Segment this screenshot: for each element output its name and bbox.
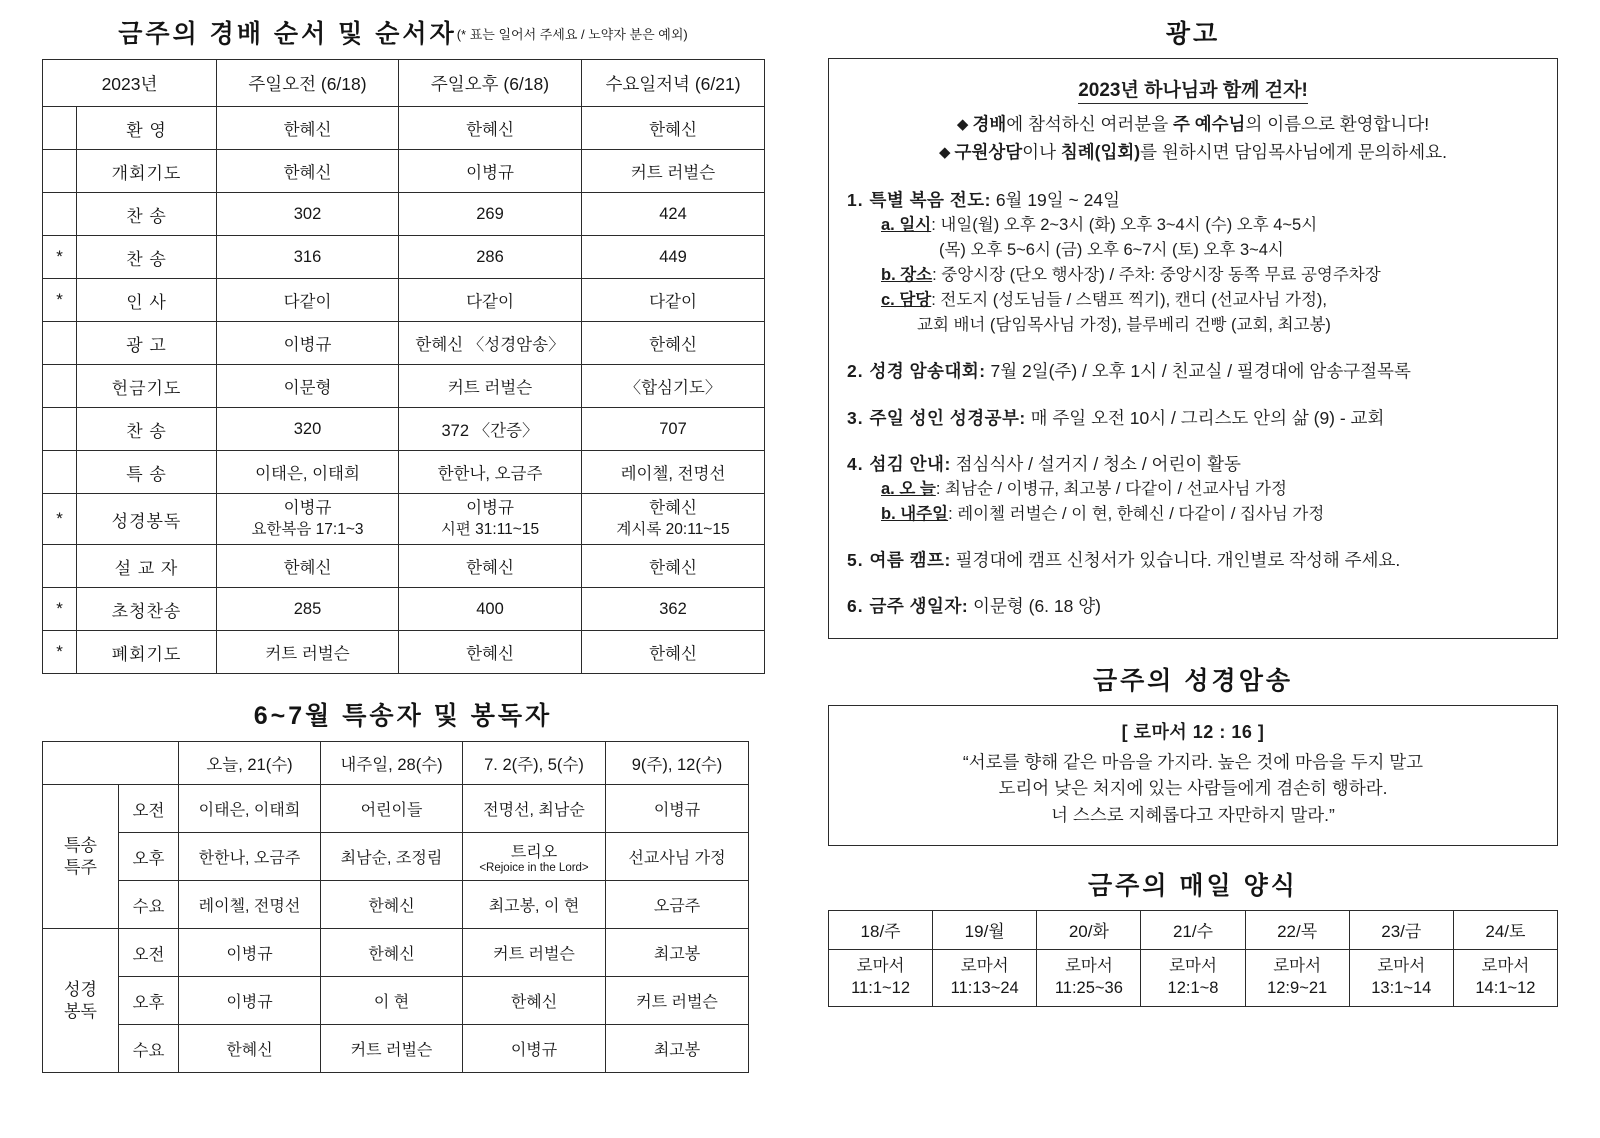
special-cell: 이병규 xyxy=(179,929,321,977)
announcement-item-number: 3. xyxy=(847,407,870,428)
daily-bread-book: 로마서 xyxy=(1169,957,1217,976)
worship-item-label: 설 교 자 xyxy=(77,545,217,588)
worship-standing-marker xyxy=(43,545,77,588)
announcement-item-text: 매 주일 오전 10시 / 그리스도 안의 삶 (9) - 교회 xyxy=(1025,407,1385,428)
worship-cell-wednesday: 707 xyxy=(582,408,765,451)
announcement-subitem-continuation: 교회 배너 (담임목사님 가정), 블루베리 건빵 (교회, 최고봉) xyxy=(917,316,1331,335)
left-column xyxy=(42,14,764,1073)
announcement-item-head xyxy=(847,593,1539,619)
announcement-item-number: 5. xyxy=(847,550,870,571)
announcement-item-head xyxy=(847,451,1539,477)
table-row xyxy=(43,833,749,881)
worship-item-label: 찬 송 xyxy=(77,408,217,451)
announcement-item-number: 4. xyxy=(847,453,870,474)
announcement-subitem-label: a. 오 늘 xyxy=(881,480,936,499)
bullet1-bold2: 주 예수님 xyxy=(1172,114,1246,134)
special-cell-subtitle: <Rejoice in the Lord> xyxy=(479,862,589,875)
table-header-row xyxy=(43,60,765,107)
special-cell: 전명선, 최남순 xyxy=(463,785,606,833)
daily-bread-title: 금주의 매일 양식 xyxy=(1088,871,1298,900)
announcements-heading-text: 2023년 하나님과 함께 걷자! xyxy=(1078,75,1308,104)
worship-item-label: 환 영 xyxy=(77,107,217,150)
table-row xyxy=(43,494,765,545)
worship-standing-marker xyxy=(43,322,77,365)
special-group-label xyxy=(43,785,119,929)
worship-standing-marker xyxy=(43,408,77,451)
daily-bread-verses: 11:13~24 xyxy=(950,978,1019,997)
daily-bread-verses: 13:1~14 xyxy=(1371,978,1432,997)
special-group-label-line: 봉독 xyxy=(64,1001,97,1021)
worship-cell-sunday-pm: 372 〈간증〉 xyxy=(399,408,582,451)
daily-bread-reading xyxy=(829,949,933,1006)
worship-cell-sunday-pm: 한혜신 xyxy=(399,631,582,674)
announcement-item-text: 6월 19일 ~ 24일 xyxy=(990,189,1120,210)
special-cell: 한혜신 xyxy=(321,929,463,977)
table-row xyxy=(43,1025,749,1073)
worship-cell-wednesday: 362 xyxy=(582,588,765,631)
worship-cell-wednesday: 424 xyxy=(582,193,765,236)
worship-cell-sunday-am: 이태은, 이태희 xyxy=(217,451,399,494)
diamond-icon: ◆ xyxy=(956,116,969,133)
daily-bread-day-header: 23/금 xyxy=(1349,910,1453,949)
special-music-title: 6~7월 특송자 및 봉독자 xyxy=(253,702,553,731)
daily-bread-day-header: 19/월 xyxy=(933,910,1037,949)
special-cell: 한혜신 xyxy=(463,977,606,1025)
announcement-item-head xyxy=(847,358,1539,384)
announcement-item xyxy=(847,187,1539,339)
special-cell-name: 트리오 xyxy=(510,844,558,862)
worship-cell-wednesday xyxy=(582,494,765,545)
daily-bread-verses: 11:25~36 xyxy=(1054,978,1123,997)
announcement-subitem-label: a. 일시 xyxy=(881,215,932,234)
announcement-item-number: 2. xyxy=(847,361,870,382)
daily-bread-day-header: 22/목 xyxy=(1245,910,1349,949)
worship-cell-sunday-am: 다같이 xyxy=(217,279,399,322)
worship-cell-sunday-am: 한혜신 xyxy=(217,545,399,588)
worship-standing-marker: * xyxy=(43,588,77,631)
daily-bread-day-header: 20/화 xyxy=(1037,910,1141,949)
worship-cell-name: 한혜신 xyxy=(649,499,697,517)
announcement-item-heading: 섬김 안내: xyxy=(869,453,951,474)
bullet2-text2: 를 원하시면 담임목사님에게 문의하세요. xyxy=(1140,142,1447,163)
worship-cell-name: 이병규 xyxy=(283,499,332,517)
worship-cell-sunday-am: 320 xyxy=(217,408,399,451)
special-time-label: 오전 xyxy=(119,785,179,833)
announcement-item-heading: 주일 성인 성경공부: xyxy=(869,407,1026,428)
announcement-subitem-text: : 전도지 (성도님들 / 스탬프 찍기), 캔디 (선교사님 가정), xyxy=(931,291,1328,310)
announcement-item-text: 필경대에 캠프 신청서가 있습니다. 개인별로 작성해 주세요. xyxy=(950,550,1401,571)
special-cell: 최고봉 xyxy=(606,929,749,977)
bullet1-text1: 에 참석하신 여러분을 xyxy=(1006,114,1173,134)
worship-cell-wednesday: 한혜신 xyxy=(582,545,765,588)
worship-item-label: 초청찬송 xyxy=(77,588,217,631)
worship-cell-sunday-am: 285 xyxy=(217,588,399,631)
announcement-item-head xyxy=(847,405,1539,431)
worship-cell-name: 이병규 xyxy=(466,499,514,517)
special-time-label: 오후 xyxy=(119,833,179,881)
special-group-label xyxy=(43,929,119,1073)
special-cell: 최고봉 xyxy=(606,1025,749,1073)
daily-bread-verses: 12:1~8 xyxy=(1167,978,1219,997)
worship-cell-wednesday: 다같이 xyxy=(582,279,765,322)
special-music-table-wrap xyxy=(42,741,748,1073)
memory-verse-title: 금주의 성경암송 xyxy=(1093,666,1293,695)
worship-item-label: 개회기도 xyxy=(77,150,217,193)
daily-bread-book: 로마서 xyxy=(1273,957,1322,976)
worship-cell-wednesday: 한혜신 xyxy=(582,322,765,365)
table-row xyxy=(43,279,765,322)
worship-cell-sunday-pm: 286 xyxy=(399,236,582,279)
worship-item-label: 폐회기도 xyxy=(77,631,217,674)
announcement-bullet-2 xyxy=(847,138,1539,166)
special-cell: 커트 러벌슨 xyxy=(606,977,749,1025)
memory-verse-reference: [ 로마서 12 : 16 ] xyxy=(1121,721,1265,742)
announcement-item-number: 1. xyxy=(847,189,870,210)
table-row xyxy=(43,631,765,674)
worship-item-label: 찬 송 xyxy=(77,193,217,236)
daily-bread-book: 로마서 xyxy=(1064,957,1113,976)
special-group-label-line: 특송 xyxy=(64,835,97,855)
announcement-bullet-1 xyxy=(847,110,1539,138)
announcement-items xyxy=(847,187,1539,620)
announcement-item xyxy=(847,405,1539,431)
table-row xyxy=(829,949,1558,1006)
worship-cell-sunday-pm: 269 xyxy=(399,193,582,236)
worship-order-title xyxy=(42,14,764,50)
worship-cell-sunday-am: 이병규 xyxy=(217,322,399,365)
worship-item-label: 찬 송 xyxy=(77,236,217,279)
worship-cell-sunday-pm: 한혜신 xyxy=(399,545,582,588)
worship-order-title-note: (* 표는 일어서 주세요 / 노약자 분은 예외) xyxy=(456,27,688,42)
worship-cell-sunday-pm: 한혜신 xyxy=(399,107,582,150)
announcement-item-text: 7월 2일(주) / 오후 1시 / 친교실 / 필경대에 암송구절목록 xyxy=(985,361,1411,382)
worship-cell-scripture: 시편 31:11~15 xyxy=(440,520,540,538)
special-cell: 한한나, 오금주 xyxy=(179,833,321,881)
announcement-subitem-label: c. 담당 xyxy=(881,291,932,310)
announcement-subitem-label: b. 내주일 xyxy=(881,505,949,524)
announcement-subitem-text: : 최남순 / 이병규, 최고봉 / 다같이 / 선교사님 가정 xyxy=(935,480,1287,499)
worship-item-label: 특 송 xyxy=(77,451,217,494)
bullet1-text2: 의 이름으로 환영합니다! xyxy=(1245,114,1430,134)
worship-cell-wednesday: 커트 러벌슨 xyxy=(582,150,765,193)
diamond-icon: ◆ xyxy=(939,144,951,162)
special-header-col2: 내주일, 28(수) xyxy=(321,742,463,785)
table-row xyxy=(43,929,749,977)
special-cell: 선교사님 가정 xyxy=(606,833,749,881)
table-row xyxy=(43,545,765,588)
announcement-item xyxy=(847,593,1539,619)
table-row xyxy=(43,451,765,494)
special-music-body xyxy=(43,785,749,1073)
worship-cell-sunday-am xyxy=(217,494,399,545)
daily-bread-table xyxy=(828,910,1558,1007)
special-cell: 이태은, 이태희 xyxy=(179,785,321,833)
announcement-item xyxy=(847,547,1539,573)
worship-cell-sunday-pm xyxy=(399,494,582,545)
announcement-item-number: 6. xyxy=(847,596,870,617)
bullet2-bold2: 침례(입회) xyxy=(1060,142,1141,163)
worship-standing-marker xyxy=(43,150,77,193)
daily-bread-verses: 12:9~21 xyxy=(1267,978,1328,997)
announcements-title: 광고 xyxy=(1165,20,1221,48)
announcement-item-text: 이문형 (6. 18 양) xyxy=(968,596,1101,617)
announcement-subitem-text: : 내일(월) 오후 2~3시 (화) 오후 3~4시 (수) 오후 4~5시 xyxy=(931,215,1318,234)
worship-header-wednesday: 수요일저녁 (6/21) xyxy=(582,60,765,107)
daily-bread-book: 로마서 xyxy=(856,957,905,976)
worship-cell-wednesday: 레이첼, 전명선 xyxy=(582,451,765,494)
worship-standing-marker: * xyxy=(43,494,77,545)
table-row xyxy=(43,322,765,365)
announcement-item-heading: 성경 암송대회: xyxy=(869,361,986,382)
worship-cell-sunday-pm: 한한나, 오금주 xyxy=(399,451,582,494)
daily-bread-book: 로마서 xyxy=(960,957,1009,976)
table-row xyxy=(43,365,765,408)
special-cell: 커트 러벌슨 xyxy=(321,1025,463,1073)
worship-cell-sunday-am: 316 xyxy=(217,236,399,279)
announcement-subitem-text: : 중앙시장 (단오 행사장) / 주차: 중앙시장 동쪽 무료 공영주차장 xyxy=(932,266,1381,285)
worship-cell-scripture: 계시록 20:11~15 xyxy=(616,520,730,538)
announcement-item-heading: 여름 캠프: xyxy=(869,550,951,571)
worship-item-label: 헌금기도 xyxy=(77,365,217,408)
worship-cell-wednesday: 449 xyxy=(582,236,765,279)
special-header-col4: 9(주), 12(수) xyxy=(606,742,749,785)
special-header-blank xyxy=(43,742,179,785)
worship-cell-sunday-pm: 다같이 xyxy=(399,279,582,322)
table-row xyxy=(43,236,765,279)
worship-standing-marker xyxy=(43,451,77,494)
worship-cell-sunday-pm: 400 xyxy=(399,588,582,631)
worship-standing-marker xyxy=(43,193,77,236)
memory-verse-line: 너 스스로 지혜롭다고 자만하지 말라.” xyxy=(1051,804,1335,825)
worship-standing-marker xyxy=(43,107,77,150)
special-cell: 레이첼, 전명선 xyxy=(179,881,321,929)
announcement-item-head xyxy=(847,547,1539,573)
special-time-label: 오후 xyxy=(119,977,179,1025)
table-row xyxy=(43,588,765,631)
worship-cell-sunday-pm: 한혜신 〈성경암송〉 xyxy=(399,322,582,365)
table-row xyxy=(43,150,765,193)
special-cell: 어린이들 xyxy=(321,785,463,833)
announcement-subitem xyxy=(881,213,1539,238)
worship-standing-marker: * xyxy=(43,236,77,279)
memory-verse-line: 도리어 낮은 처지에 있는 사람들에게 겸손히 행하라. xyxy=(998,778,1388,799)
worship-item-label: 광 고 xyxy=(77,322,217,365)
worship-cell-wednesday: 한혜신 xyxy=(582,107,765,150)
daily-bread-verses: 11:1~12 xyxy=(851,978,911,997)
special-cell: 한혜신 xyxy=(321,881,463,929)
announcement-item-text: 점심식사 / 설거지 / 청소 / 어린이 활동 xyxy=(950,453,1241,474)
daily-bread-reading xyxy=(933,949,1037,1006)
daily-bread-day-header: 18/주 xyxy=(829,910,933,949)
announcement-item-heading: 특별 복음 전도: xyxy=(869,189,991,210)
table-row xyxy=(43,785,749,833)
announcement-item-heading: 금주 생일자: xyxy=(869,596,969,617)
announcement-item xyxy=(847,451,1539,527)
special-group-label-line: 성경 xyxy=(64,979,97,999)
special-cell: 이 현 xyxy=(321,977,463,1025)
daily-bread-verses: 14:1~12 xyxy=(1475,978,1536,997)
worship-cell-sunday-am: 이문형 xyxy=(217,365,399,408)
right-column xyxy=(828,14,1558,1007)
daily-bread-reading xyxy=(1037,949,1141,1006)
special-time-label: 수요 xyxy=(119,881,179,929)
special-time-label: 수요 xyxy=(119,1025,179,1073)
announcements-heading xyxy=(847,75,1539,104)
worship-header-year: 2023년 xyxy=(43,60,217,107)
worship-order-title-text: 금주의 경배 순서 및 순서자 xyxy=(118,20,457,48)
worship-standing-marker xyxy=(43,365,77,408)
worship-cell-scripture: 요한복음 17:1~3 xyxy=(251,520,364,538)
announcement-subitem xyxy=(881,477,1539,502)
daily-bread-day-header: 24/토 xyxy=(1453,910,1557,949)
table-header-row xyxy=(43,742,749,785)
special-cell: 이병규 xyxy=(463,1025,606,1073)
table-row xyxy=(43,977,749,1025)
special-time-label: 오전 xyxy=(119,929,179,977)
worship-cell-sunday-am: 한혜신 xyxy=(217,107,399,150)
worship-order-body xyxy=(43,107,765,674)
worship-cell-sunday-am: 302 xyxy=(217,193,399,236)
table-row xyxy=(43,193,765,236)
announcement-subitem xyxy=(881,502,1539,527)
worship-cell-sunday-am: 한혜신 xyxy=(217,150,399,193)
worship-cell-sunday-am: 커트 러벌슨 xyxy=(217,631,399,674)
memory-verse-line: “서로를 향해 같은 마음을 가지라. 높은 것에 마음을 두지 말고 xyxy=(962,751,1424,772)
special-music-table xyxy=(42,741,749,1073)
worship-cell-sunday-pm: 이병규 xyxy=(399,150,582,193)
bullet2-bold1: 구원상담 xyxy=(954,142,1023,163)
announcement-subitem-label: b. 장소 xyxy=(881,266,933,285)
special-group-label-line: 특주 xyxy=(64,857,97,877)
daily-bread-book: 로마서 xyxy=(1481,957,1530,976)
table-row xyxy=(43,881,749,929)
announcement-subitem xyxy=(881,288,1539,313)
bullet1-bold1: 경배 xyxy=(972,114,1007,134)
announcements-box xyxy=(828,58,1558,639)
special-cell: 최고봉, 이 현 xyxy=(463,881,606,929)
announcement-subitem-continuation: (목) 오후 5~6시 (금) 오후 6~7시 (토) 오후 3~4시 xyxy=(939,241,1284,260)
worship-cell-sunday-pm: 커트 러벌슨 xyxy=(399,365,582,408)
announcement-item-head xyxy=(847,187,1539,213)
special-cell: 최남순, 조정림 xyxy=(321,833,463,881)
special-cell: 한혜신 xyxy=(179,1025,321,1073)
daily-bread-day-header: 21/수 xyxy=(1141,910,1245,949)
worship-standing-marker: * xyxy=(43,631,77,674)
special-header-col3: 7. 2(주), 5(수) xyxy=(463,742,606,785)
worship-order-table xyxy=(42,59,765,674)
announcement-item xyxy=(847,358,1539,384)
special-cell: 이병규 xyxy=(606,785,749,833)
announcement-subitem-text: : 레이첼 러벌슨 / 이 현, 한혜신 / 다같이 / 집사님 가정 xyxy=(948,505,1325,524)
bullet2-text1: 이나 xyxy=(1022,142,1061,163)
table-row xyxy=(43,107,765,150)
announcement-subitem xyxy=(881,263,1539,288)
special-header-col1: 오늘, 21(수) xyxy=(179,742,321,785)
daily-bread-reading xyxy=(1349,949,1453,1006)
daily-bread-reading xyxy=(1141,949,1245,1006)
worship-standing-marker: * xyxy=(43,279,77,322)
daily-bread-reading xyxy=(1245,949,1349,1006)
worship-header-sunday-pm: 주일오후 (6/18) xyxy=(399,60,582,107)
daily-bread-reading xyxy=(1453,949,1557,1006)
special-cell: 이병규 xyxy=(179,977,321,1025)
table-row xyxy=(43,408,765,451)
special-cell: 커트 러벌슨 xyxy=(463,929,606,977)
worship-header-sunday-am: 주일오전 (6/18) xyxy=(217,60,399,107)
worship-cell-wednesday: 한혜신 xyxy=(582,631,765,674)
worship-item-label: 인 사 xyxy=(77,279,217,322)
memory-verse-box xyxy=(828,705,1558,846)
table-header-row xyxy=(829,910,1558,949)
special-cell xyxy=(463,833,606,881)
worship-cell-wednesday: 〈합심기도〉 xyxy=(582,365,765,408)
daily-bread-book: 로마서 xyxy=(1377,957,1426,976)
special-cell: 오금주 xyxy=(606,881,749,929)
worship-item-label: 성경봉독 xyxy=(77,494,217,545)
